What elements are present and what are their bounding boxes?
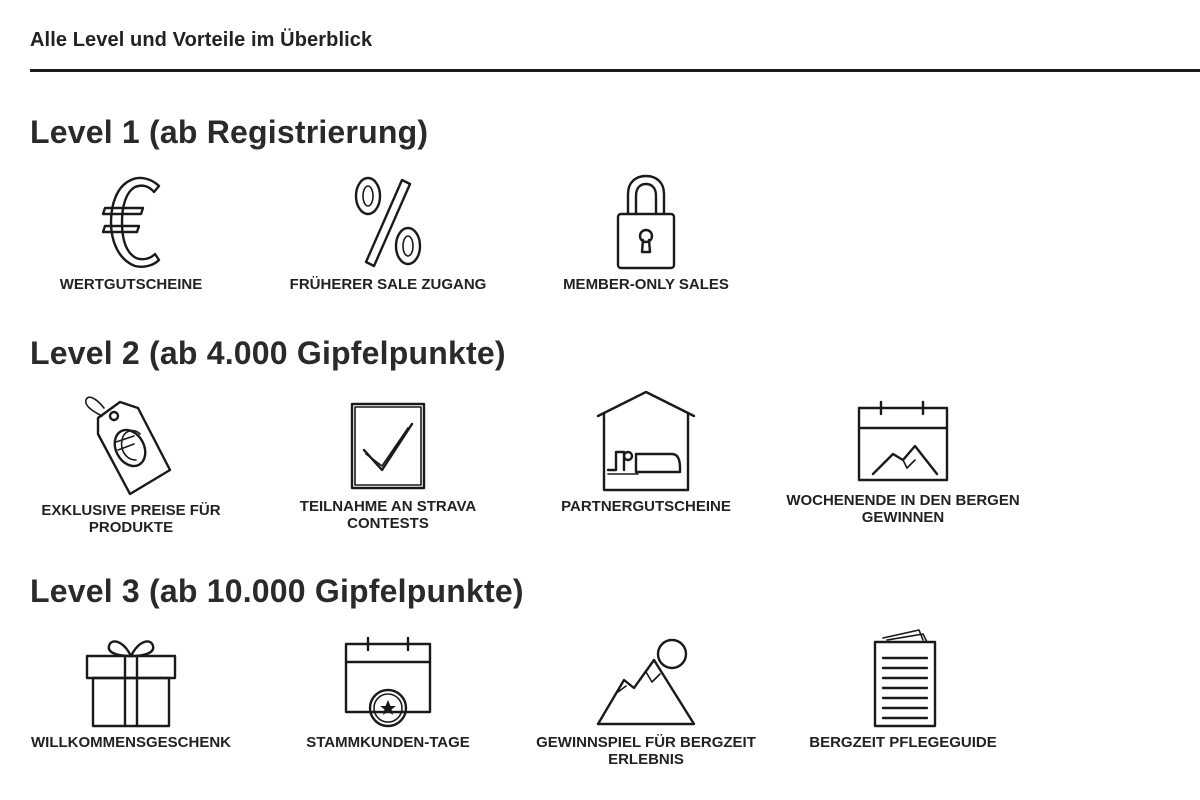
padlock-icon: [596, 172, 696, 272]
euro-icon: [81, 172, 181, 272]
benefit-label: EXKLUSIVE PREISE FÜR PRODUKTE: [41, 502, 221, 536]
benefit-label: STAMMKUNDEN-TAGE: [306, 734, 470, 751]
benefit-label: WILLKOMMENSGESCHENK: [31, 734, 231, 751]
benefit-label: WOCHENENDE IN DEN BERGEN GEWINNEN: [786, 492, 1020, 526]
calendar-mountain-icon: [853, 398, 953, 488]
house-icon: [594, 390, 698, 494]
benefit-gewinnspiel-bergzeit-erlebnis[interactable]: [526, 636, 766, 768]
benefit-label: TEILNAHME AN STRAVA CONTESTS: [299, 498, 477, 532]
benefit-bergzeit-pflegeguide[interactable]: [783, 628, 1023, 751]
benefit-label: GEWINNSPIEL FÜR BERGZEIT ERLEBNIS: [536, 734, 756, 768]
benefit-strava-contests[interactable]: [268, 398, 508, 532]
benefit-wertgutscheine[interactable]: [11, 172, 251, 293]
mountain-sun-icon: [594, 636, 698, 730]
benefit-exklusive-preise[interactable]: [11, 390, 251, 536]
benefit-wochenende-in-den-bergen[interactable]: [783, 398, 1023, 526]
booklet-icon: [853, 628, 953, 730]
benefit-label: BERGZEIT PFLEGEGUIDE: [809, 734, 997, 751]
gift-icon: [81, 636, 181, 730]
checkbox-icon: [338, 398, 438, 494]
calendar-badge-icon: [338, 636, 438, 730]
benefit-label: PARTNERGUTSCHEINE: [561, 498, 731, 515]
level-1-heading: Level 1 (ab Registrierung): [30, 114, 429, 150]
benefit-stammkunden-tage[interactable]: [268, 636, 508, 751]
benefit-label: WERTGUTSCHEINE: [59, 276, 203, 293]
page-title: Alle Level und Vorteile im Überblick: [30, 29, 373, 51]
benefit-label: MEMBER-ONLY SALES: [563, 276, 729, 293]
benefit-label: FRÜHERER SALE ZUGANG: [289, 276, 487, 293]
level-2-heading: Level 2 (ab 4.000 Gipfelpunkte): [30, 335, 506, 371]
benefit-partnergutscheine[interactable]: [526, 390, 766, 515]
benefit-frueherer-sale-zugang[interactable]: [268, 172, 508, 293]
header-divider: [30, 69, 1200, 72]
level-3-heading: Level 3 (ab 10.000 Gipfelpunkte): [30, 573, 524, 609]
percent-icon: [338, 172, 438, 272]
benefit-willkommensgeschenk[interactable]: [11, 636, 251, 751]
price-tag-icon: [76, 390, 186, 498]
benefit-member-only-sales[interactable]: [526, 172, 766, 293]
